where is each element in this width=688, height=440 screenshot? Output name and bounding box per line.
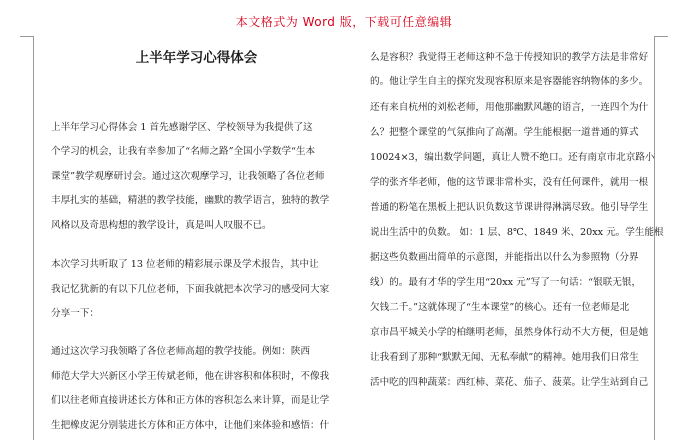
paragraph-line: 欠钱二千。”这就体现了“生本课堂”的核心。还有一位老师是北 bbox=[370, 302, 630, 313]
paragraph-line: 本次学习共听取了 13 位老师的精彩展示课及学术报告，其中让 bbox=[51, 259, 319, 270]
paragraph-line: 师范大学大兴新区小学王传斌老师，他在讲容积和体积时，不像我 bbox=[51, 371, 330, 382]
paragraph-line: 据这些负数画出简单的示意图，并能指出以什么为参照物（分界 bbox=[370, 252, 639, 263]
paragraph-line: 分享一下： bbox=[51, 308, 99, 319]
left-margin-line bbox=[33, 36, 34, 440]
paragraph-line: 生把橡皮泥分别装进长方体和正方体中，让他们来体验和感悟：什 bbox=[51, 420, 330, 431]
paragraph-line: 通过这次学习我领略了各位老师高超的教学技能。例如：陕西 bbox=[51, 346, 311, 357]
paragraph-line: 个学习的机会，让我有幸参加了“名师之路”全国小学数学“生本 bbox=[51, 146, 316, 157]
paragraph-line: 学的张齐华老师，他的这节课非常朴实，没有任何课件，就用一根 bbox=[370, 177, 649, 188]
word-format-banner: 本文格式为 Word 版，下载可任意编辑 bbox=[235, 15, 453, 29]
paragraph-line: 让我看到了那种“默默无闻、无私奉献”的精神。她用我们日常生 bbox=[370, 352, 639, 363]
paragraph-line: 丰厚扎实的基础，精湛的教学技能，幽默的教学语言，独特的教学 bbox=[51, 195, 330, 206]
paragraph-line: 我记忆犹新的有以下几位老师，下面我就把本次学习的感受同大家 bbox=[51, 284, 330, 295]
paragraph-line: 么？把整个课堂的气氛推向了高潮。学生能根据一道普通的算式 bbox=[370, 127, 639, 138]
right-corner-mark bbox=[654, 36, 668, 37]
paragraph-line: 还有来自杭州的刘松老师，用他那幽默风趣的语言，一连四个为什 bbox=[370, 102, 649, 113]
paragraph-line: 京市昌平城关小学的柏继明老师，虽然身体行动不大方便，但是她 bbox=[370, 327, 649, 338]
paragraph-line: 普通的粉笔在黑板上把认识负数这节课讲得淋漓尽致。他引导学生 bbox=[370, 202, 649, 213]
paragraph-line: 10024×3，编出数学问题，真让人赞不绝口。还有南京市北京路小 bbox=[370, 152, 655, 163]
document-title: 上半年学习心得体会 bbox=[135, 50, 258, 66]
paragraph-line: 课堂”教学观摩研讨会。通过这次观摩学习，让我领略了各位老师 bbox=[51, 171, 325, 182]
paragraph-line: 么是容积？我觉得王老师这种不急于传授知识的教学方法是非常好 bbox=[370, 52, 649, 63]
left-corner-mark bbox=[20, 36, 34, 37]
paragraph-line: 的。他让学生自主的探究发现容积原来是容器能容纳物体的多少。 bbox=[370, 76, 649, 87]
paragraph-line: 活中吃的四种蔬菜：西红柿、菜花、茄子、菠菜。让学生站到自己 bbox=[370, 377, 649, 388]
paragraph-line: 们以往老师直接讲述长方体和正方体的容积怎么来计算，而是让学 bbox=[51, 395, 330, 406]
paragraph-line: 上半年学习心得体会 1 首先感谢学区、学校领导为我提供了这 bbox=[51, 122, 313, 133]
paragraph-line: 风格以及奇思构想的教学设计，真是叫人叹服不已。 bbox=[51, 220, 272, 231]
paragraph-line: 线）的。最有才华的学生用“20xx 元”写了一句话：“银联无银， bbox=[370, 277, 642, 288]
paragraph-line: 说出生活中的负数。 如：1 层、8℃、1849 米、20xx 元。学生能根 bbox=[370, 227, 664, 238]
